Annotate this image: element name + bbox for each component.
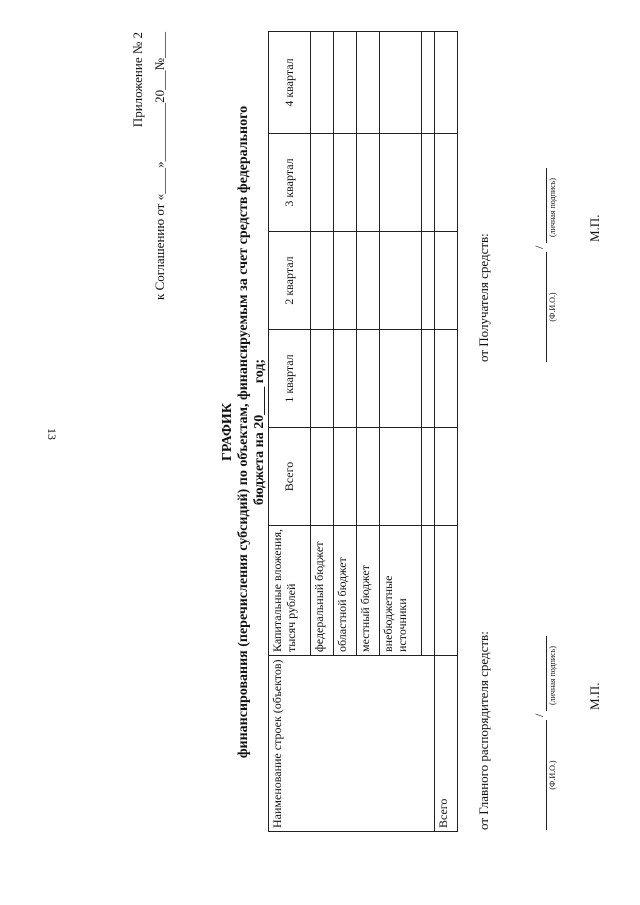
sign-hint: (личная подпись) xyxy=(548,645,557,706)
funding-schedule-table xyxy=(268,31,458,832)
cell[interactable] xyxy=(356,232,379,330)
name-field[interactable] xyxy=(534,252,547,362)
rotated-landscape-content xyxy=(120,22,602,842)
cell[interactable] xyxy=(421,32,434,134)
source-extrabudgetary: внебюджетные источники xyxy=(379,526,421,656)
title-year-line: бюджета на 20____ год; xyxy=(252,358,267,506)
cell[interactable] xyxy=(310,134,333,232)
cell[interactable] xyxy=(356,428,379,526)
page-number: 13 xyxy=(45,428,59,440)
title-subheading: финансирования (перечисления субсидий) по объектам, финансируемым за счет средств федерального xyxy=(236,105,251,759)
source-regional: областной бюджет xyxy=(333,526,356,656)
cell[interactable] xyxy=(379,330,421,428)
cell[interactable] xyxy=(333,134,356,232)
cell[interactable] xyxy=(379,428,421,526)
cell[interactable] xyxy=(421,134,434,232)
cell[interactable] xyxy=(310,428,333,526)
appendix-label: Приложение № 2 xyxy=(130,32,145,128)
sign-hint: (личная подпись) xyxy=(548,177,557,238)
cell[interactable] xyxy=(310,32,333,134)
header-objects: Наименование строек (объектов) xyxy=(269,656,435,832)
signature-hints xyxy=(548,32,557,362)
cell[interactable] xyxy=(421,428,434,526)
cell xyxy=(434,526,457,656)
signature-block-distributor xyxy=(476,470,603,830)
stamp-label: М.П. xyxy=(587,214,602,242)
document-title xyxy=(220,22,268,842)
signature-field[interactable] xyxy=(534,636,547,711)
cell[interactable] xyxy=(434,134,457,232)
signature-hints xyxy=(548,470,557,830)
cell[interactable] xyxy=(356,134,379,232)
cell[interactable] xyxy=(434,330,457,428)
header-capital-investments: Капитальные вложения, тысяч рублей xyxy=(269,526,311,656)
signature-fields: / xyxy=(532,32,547,362)
signature-label: от Получателя средств: xyxy=(476,233,491,362)
source-local: местный бюджет xyxy=(356,526,379,656)
cell[interactable] xyxy=(333,232,356,330)
header-total: Всего xyxy=(269,428,311,526)
total-label: Всего xyxy=(434,656,457,832)
cell[interactable] xyxy=(310,330,333,428)
cell[interactable] xyxy=(333,32,356,134)
cell[interactable] xyxy=(421,232,434,330)
header-quarter-3: 3 квартал xyxy=(269,134,311,232)
cell[interactable] xyxy=(333,428,356,526)
cell[interactable] xyxy=(434,232,457,330)
name-hint: (Ф.И.О.) xyxy=(548,760,557,790)
cell[interactable] xyxy=(356,32,379,134)
stamp-label: М.П. xyxy=(587,682,602,710)
source-federal: федеральный бюджет xyxy=(310,526,333,656)
agreement-reference: к Соглашению от «____»_________20___№____ xyxy=(152,32,167,300)
header-quarter-4: 4 квартал xyxy=(269,32,311,134)
cell xyxy=(421,526,434,656)
signature-fields: / xyxy=(532,470,547,830)
cell[interactable] xyxy=(333,330,356,428)
name-hint: (Ф.И.О.) xyxy=(548,292,557,322)
cell[interactable] xyxy=(379,32,421,134)
title-heading: ГРАФИК xyxy=(220,403,235,461)
header-quarter-2: 2 квартал xyxy=(269,232,311,330)
cell[interactable] xyxy=(379,134,421,232)
signature-label: от Главного распорядителя средств: xyxy=(476,631,491,830)
cell[interactable] xyxy=(434,428,457,526)
cell[interactable] xyxy=(421,330,434,428)
table-total-row xyxy=(434,32,457,832)
table-header-row xyxy=(269,32,311,832)
cell[interactable] xyxy=(356,330,379,428)
cell[interactable] xyxy=(379,232,421,330)
cell[interactable] xyxy=(310,232,333,330)
cell[interactable] xyxy=(434,32,457,134)
signature-field[interactable] xyxy=(534,168,547,243)
signature-block-recipient xyxy=(476,32,603,362)
name-field[interactable] xyxy=(534,720,547,830)
header-quarter-1: 1 квартал xyxy=(269,330,311,428)
